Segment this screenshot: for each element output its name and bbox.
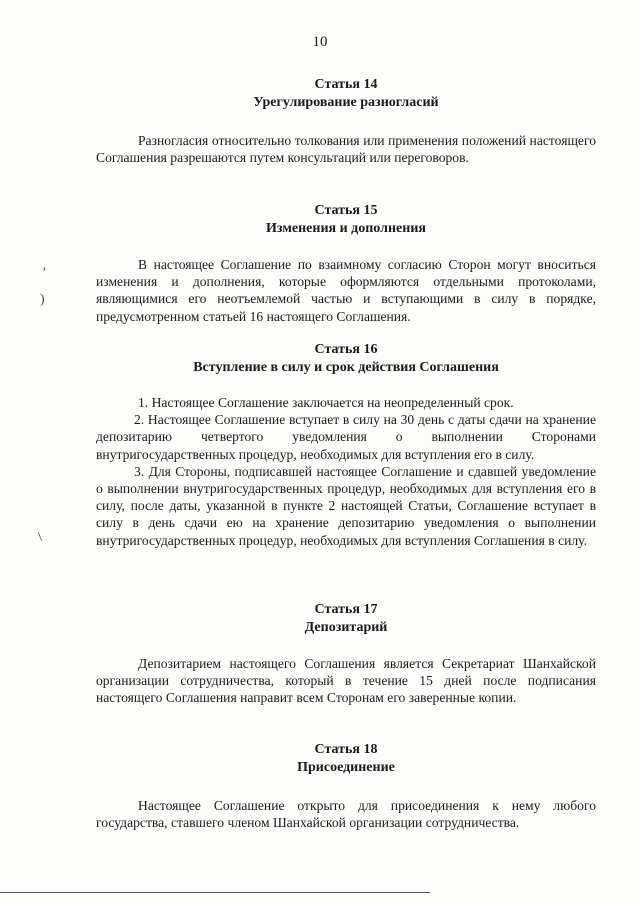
article-paragraph: 2. Настоящее Соглашение вступает в силу на 30 день с даты сдачи на хранение депозитарию четвертого уведомления о выполнении Сторонами внутригосударственных процедур, необходимых для вступления его в силу. (96, 412, 596, 462)
article-paragraph: 1. Настоящее Соглашение заключается на неопределенный срок. (138, 395, 514, 410)
article-title: Присоединение (297, 760, 395, 775)
article-paragraph: В настоящее Соглашение по взаимному согласию Сторон могут вноситься изменения и дополнения, которые оформляются отдельными протоколами, являющимися его неотъемлемой частью и вступающими в силу в порядке, предусмотренном статьей 16 настоящего Соглашения. (96, 257, 596, 324)
article-title: Урегулирование разногласий (253, 95, 439, 110)
article-number: Статья 16 (314, 342, 378, 357)
article-title: Вступление в силу и срок действия Соглашения (193, 360, 499, 375)
article-title: Изменения и дополнения (266, 221, 426, 236)
article-15 (96, 202, 596, 325)
page-number: 10 (312, 34, 328, 50)
scan-mark: ) (40, 292, 45, 307)
article-17 (96, 601, 596, 707)
scan-mark: ‚ (42, 258, 47, 273)
article-paragraph: Настоящее Соглашение открыто для присоединения к нему любого государства, ставшего членом Шанхайской организации сотрудничества. (96, 798, 596, 831)
article-14 (96, 76, 596, 166)
article-paragraph: 3. Для Стороны, подписавшей настоящее Соглашение и сдавшей уведомление о выполнении внутригосударственных процедур, необходимых для вступления его в силу, после даты, указанной в пункте 2 настоящей Статьи, Соглашение вступает в силу в день сдачи ею на хранение депозитарию уведомления о выполнении внутригосударственных процедур, необходимых для вступления Соглашения в силу. (96, 463, 596, 548)
article-number: Статья 18 (314, 742, 378, 757)
scan-mark: \ (38, 530, 42, 545)
article-18 (96, 741, 596, 831)
bottom-rule (0, 892, 430, 893)
article-number: Статья 17 (314, 602, 378, 617)
article-title: Депозитарий (304, 620, 388, 635)
article-paragraph: Разногласия относительно толкования или применения положений настоящего Соглашения разрешаются путем консультаций или переговоров. (96, 133, 596, 166)
article-16 (96, 341, 596, 549)
article-number: Статья 14 (314, 77, 378, 92)
article-paragraph: Депозитарием настоящего Соглашения является Секретариат Шанхайской организации сотрудничества, который в течение 15 дней после подписания настоящего Соглашения направит всем Сторонам его заверенные копии. (96, 656, 596, 706)
article-number: Статья 15 (314, 203, 378, 218)
